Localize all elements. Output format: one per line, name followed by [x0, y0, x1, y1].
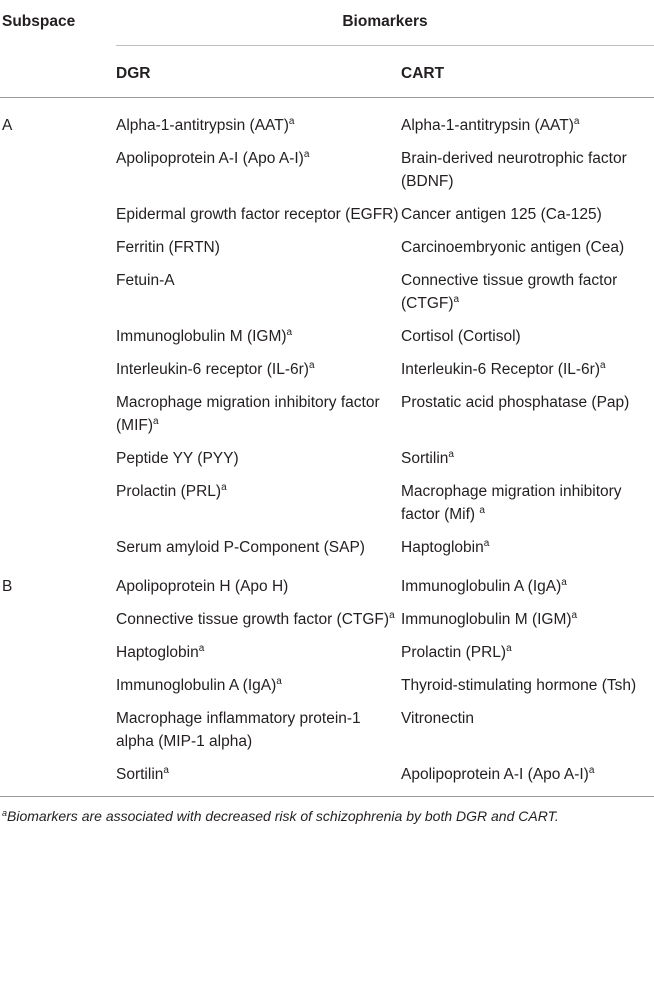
dgr-footnote-marker: a [153, 415, 159, 427]
dgr-footnote-marker: a [276, 675, 282, 687]
cell-cart [401, 569, 654, 608]
cart-biomarker: Prostatic acid phosphatase (Pap) [401, 393, 630, 411]
cell-subspace [0, 236, 116, 269]
dgr-biomarker: Sortilin [116, 765, 164, 783]
cell-dgr [116, 569, 401, 608]
cell-subspace [0, 147, 116, 203]
dgr-biomarker: Apolipoprotein H (Apo H) [116, 577, 289, 595]
cell-cart [401, 674, 654, 707]
dgr-biomarker: Haptoglobin [116, 643, 199, 661]
footnote [0, 797, 654, 825]
cart-biomarker: Vitronectin [401, 709, 474, 727]
table-row [0, 608, 654, 641]
cart-biomarker: Cortisol (Cortisol) [401, 327, 521, 345]
dgr-footnote-marker: a [389, 609, 395, 621]
header-dgr: DGR [116, 45, 401, 97]
cell-cart [401, 358, 654, 391]
cell-subspace [0, 608, 116, 641]
table-row [0, 269, 654, 325]
cell-dgr [116, 763, 401, 797]
header-cart: CART [401, 45, 654, 97]
cart-footnote-marker: a [506, 642, 512, 654]
dgr-biomarker: Fetuin-A [116, 271, 175, 289]
cell-cart [401, 325, 654, 358]
cell-cart [401, 536, 654, 569]
cell-subspace [0, 763, 116, 797]
cell-dgr [116, 391, 401, 447]
table-row [0, 707, 654, 763]
dgr-footnote-marker: a [308, 359, 315, 371]
table-row [0, 447, 654, 480]
table-row [0, 325, 654, 358]
cell-cart [401, 641, 654, 674]
dgr-biomarker: Interleukin-6 receptor (IL-6r) [116, 360, 309, 378]
dgr-biomarker: Macrophage inflammatory protein-1 alpha (MIP-1 alpha) [116, 709, 361, 750]
dgr-footnote-marker: a [303, 148, 310, 160]
dgr-biomarker: Ferritin (FRTN) [116, 238, 220, 256]
dgr-footnote-marker: a [198, 642, 205, 654]
cell-cart [401, 236, 654, 269]
cell-dgr [116, 97, 401, 147]
cell-subspace [0, 674, 116, 707]
cart-biomarker: Immunoglobulin M (IGM) [401, 610, 572, 628]
cart-biomarker: Immunoglobulin A (IgA) [401, 577, 562, 595]
cell-dgr [116, 358, 401, 391]
cart-footnote-marker: a [483, 537, 490, 549]
cart-biomarker: Connective tissue growth factor (CTGF) [401, 271, 618, 312]
cell-dgr [116, 536, 401, 569]
cart-biomarker: Carcinoembryonic antigen (Cea) [401, 238, 625, 256]
cart-footnote-marker: a [571, 609, 578, 621]
cell-dgr [116, 269, 401, 325]
table-row [0, 536, 654, 569]
cart-biomarker: Sortilin [401, 449, 449, 467]
header-biomarkers: Biomarkers [116, 0, 654, 45]
cell-cart [401, 608, 654, 641]
cell-subspace [0, 447, 116, 480]
cell-subspace [0, 641, 116, 674]
cell-subspace [0, 391, 116, 447]
cart-biomarker: Alpha-1-antitrypsin (AAT) [401, 116, 574, 134]
table-header [0, 0, 654, 97]
cell-dgr [116, 203, 401, 236]
cart-footnote-marker: a [573, 115, 580, 127]
cart-biomarker: Thyroid-stimulating hormone (Tsh) [401, 676, 637, 694]
cell-dgr [116, 707, 401, 763]
cell-dgr [116, 674, 401, 707]
table-row [0, 236, 654, 269]
cart-biomarker: Prolactin (PRL) [401, 643, 507, 661]
dgr-biomarker: Alpha-1-antitrypsin (AAT) [116, 116, 289, 134]
table-row [0, 203, 654, 236]
cell-cart [401, 203, 654, 236]
table-row [0, 147, 654, 203]
cell-subspace [0, 536, 116, 569]
cart-biomarker: Brain-derived neurotrophic factor (BDNF) [401, 149, 627, 190]
table-row [0, 97, 654, 147]
cell-subspace [0, 480, 116, 536]
cell-dgr [116, 480, 401, 536]
cell-dgr [116, 641, 401, 674]
cart-biomarker: Interleukin-6 Receptor (IL-6r) [401, 360, 600, 378]
table-row [0, 674, 654, 707]
dgr-footnote-marker: a [221, 481, 227, 493]
cell-dgr [116, 325, 401, 358]
cell-subspace [0, 269, 116, 325]
cell-cart [401, 269, 654, 325]
table-row [0, 763, 654, 797]
dgr-biomarker: Epidermal growth factor receptor (EGFR) [116, 205, 399, 223]
cell-dgr [116, 608, 401, 641]
cart-footnote-marker: a [588, 764, 595, 776]
cell-cart [401, 391, 654, 447]
cell-cart [401, 447, 654, 480]
cell-cart [401, 147, 654, 203]
cell-cart [401, 97, 654, 147]
footnote-text: Biomarkers are associated with decreased risk of schizophrenia by both DGR and CART. [7, 807, 559, 824]
table-row [0, 480, 654, 536]
cell-subspace [0, 358, 116, 391]
cell-subspace: B [2, 577, 13, 595]
cart-footnote-marker: a [600, 359, 606, 371]
table-row [0, 391, 654, 447]
dgr-biomarker: Macrophage migration inhibitory factor (MIF) [116, 393, 380, 434]
cart-footnote-marker: a [479, 504, 485, 516]
table-row [0, 569, 654, 608]
cell-dgr [116, 236, 401, 269]
dgr-footnote-marker: a [163, 764, 169, 776]
cell-dgr [116, 447, 401, 480]
dgr-biomarker: Prolactin (PRL) [116, 482, 222, 500]
cart-biomarker: Cancer antigen 125 (Ca-125) [401, 205, 602, 223]
dgr-biomarker: Immunoglobulin A (IgA) [116, 676, 277, 694]
dgr-biomarker: Peptide YY (PYY) [116, 449, 239, 467]
header-subspace: Subspace [0, 0, 116, 97]
cart-biomarker: Haptoglobin [401, 538, 484, 556]
cell-subspace: A [2, 116, 13, 134]
table-body [0, 97, 654, 796]
cell-cart [401, 707, 654, 763]
dgr-biomarker: Apolipoprotein A-I (Apo A-I) [116, 149, 304, 167]
cell-cart [401, 763, 654, 797]
cell-subspace [0, 707, 116, 763]
cell-dgr [116, 147, 401, 203]
cart-footnote-marker: a [561, 576, 567, 588]
cart-biomarker: Apolipoprotein A-I (Apo A-I) [401, 765, 589, 783]
footnote-marker: a [2, 807, 8, 818]
dgr-footnote-marker: a [286, 326, 293, 338]
cart-footnote-marker: a [453, 293, 460, 305]
table-row [0, 358, 654, 391]
cell-subspace [0, 325, 116, 358]
cart-biomarker: Macrophage migration inhibitory factor (Mif) [401, 482, 622, 523]
cell-subspace [0, 203, 116, 236]
dgr-footnote-marker: a [288, 115, 295, 127]
dgr-biomarker: Serum amyloid P-Component (SAP) [116, 538, 365, 556]
cart-footnote-marker: a [448, 448, 454, 460]
dgr-biomarker: Connective tissue growth factor (CTGF) [116, 610, 390, 628]
dgr-biomarker: Immunoglobulin M (IGM) [116, 327, 287, 345]
table-row [0, 641, 654, 674]
cell-cart [401, 480, 654, 536]
